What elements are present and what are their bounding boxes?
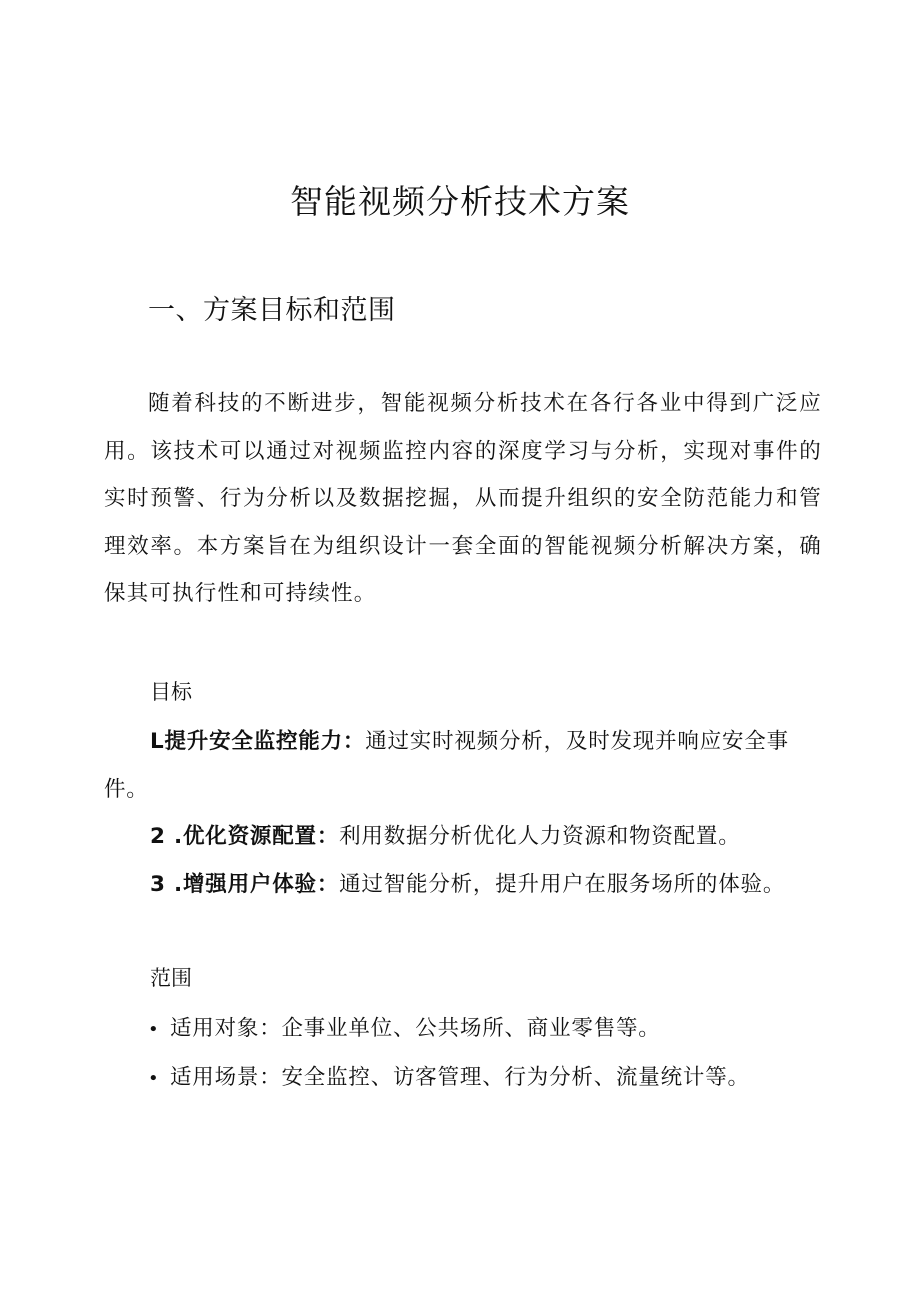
goal-item bbox=[104, 718, 822, 813]
bullet-icon: • bbox=[148, 1019, 160, 1040]
goals-list bbox=[104, 718, 822, 908]
scope-item-text: 适用场景：安全监控、访客管理、行为分析、流量统计等。 bbox=[170, 1064, 750, 1090]
goal-item bbox=[104, 813, 822, 861]
section-heading: 一、方案目标和范围 bbox=[148, 295, 396, 326]
scope-list bbox=[148, 1005, 750, 1102]
scope-item bbox=[148, 1054, 750, 1103]
scope-item-text: 适用对象：企事业单位、公共场所、商业零售等。 bbox=[170, 1016, 661, 1041]
goal-item-text: 通过智能分析，提升用户在服务场所的体验。 bbox=[339, 871, 786, 897]
goals-heading: 目标 bbox=[150, 680, 192, 704]
goal-item bbox=[104, 861, 822, 909]
scope-item bbox=[148, 1005, 750, 1054]
bullet-icon: • bbox=[148, 1067, 160, 1089]
document-title: 智能视频分析技术方案 bbox=[290, 182, 630, 221]
goal-item-lead: 2 .优化资源配置： bbox=[150, 824, 340, 849]
intro-paragraph: 随着科技的不断进步，智能视频分析技术在各行各业中得到广泛应用。该技术可以通过对视频监控内容的深度学习与分析，实现对事件的实时预警、行为分析以及数据挖掘，从而提升组织的安全防范能力和管理效率。本方案旨在为组织设计一套全面的智能视频分析解决方案，确保其可执行性和可持续性。 bbox=[104, 391, 822, 606]
goal-item-text: 利用数据分析优化人力资源和物资配置。 bbox=[339, 824, 741, 849]
goal-item-lead: L提升安全监控能力： bbox=[150, 729, 366, 754]
goal-item-text: 通过实时视频分析，及时发现并响应安全事件。 bbox=[104, 729, 789, 802]
goal-item-lead: 3 .增强用户体验： bbox=[150, 871, 340, 897]
scope-heading: 范围 bbox=[150, 966, 192, 990]
